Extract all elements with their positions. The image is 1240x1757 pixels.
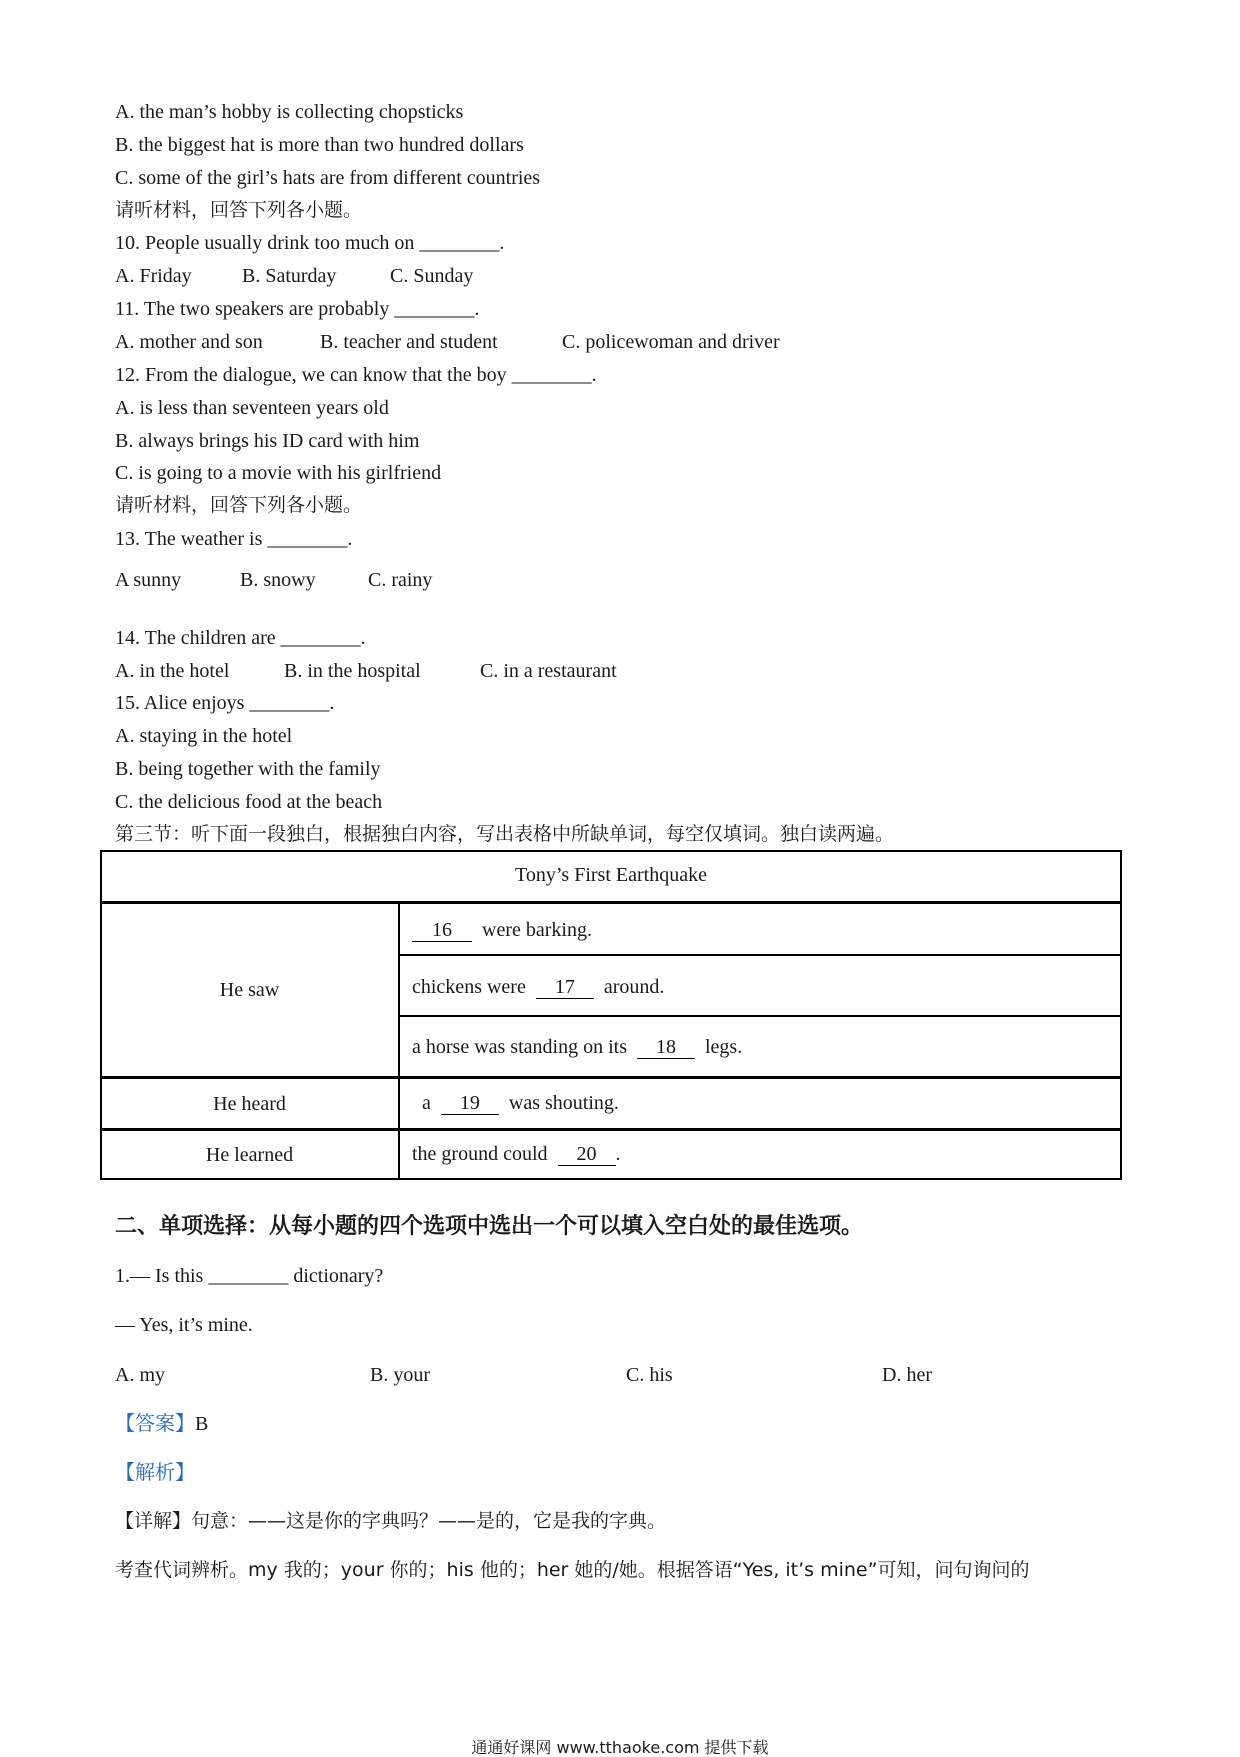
row-20-text-after: . [615, 1143, 621, 1165]
question-14: 14. The children are ________. [115, 627, 366, 649]
q15-option-c: C. the delicious food at the beach [115, 791, 383, 813]
analysis-line [115, 1459, 195, 1486]
detail-text: 句意：——这是你的字典吗？——是的，它是我的字典。 [191, 1510, 667, 1532]
earthquake-table [100, 850, 1122, 1180]
q11-option-a: A. mother and son [115, 331, 263, 353]
q9-option-b: B. the biggest hat is more than two hundred dollars [115, 134, 524, 156]
s2-question-1: 1.— Is this ________ dictionary? [115, 1265, 384, 1287]
row-20 [412, 1141, 621, 1167]
q14-option-a: A. in the hotel [115, 660, 230, 682]
q9-option-c: C. some of the girl’s hats are from different countries [115, 167, 541, 189]
answer-value: B [195, 1413, 209, 1435]
q12-option-c: C. is going to a movie with his girlfriend [115, 462, 442, 484]
label-he-saw: He saw [219, 979, 280, 1001]
row-17-text-before: chickens were [412, 976, 526, 998]
row-19-text-after: was shouting. [508, 1092, 619, 1114]
row-18-text-after: legs. [704, 1036, 743, 1058]
q9-option-a: A. the man’s hobby is collecting chopsticks [115, 101, 464, 123]
detail-label: 【详解】 [115, 1510, 192, 1532]
question-11: 11. The two speakers are probably ________. [115, 298, 480, 320]
q14-option-c: C. in a restaurant [480, 660, 617, 682]
question-12: 12. From the dialogue, we can know that the boy ________. [115, 364, 597, 386]
label-he-learned: He learned [205, 1144, 294, 1166]
q11-option-c: C. policewoman and driver [562, 331, 780, 353]
blank-19: 19 [441, 1092, 499, 1115]
table-title: Tony’s First Earthquake [515, 864, 707, 886]
question-10: 10. People usually drink too much on ________. [115, 232, 505, 254]
s2q1-option-c: C. his [626, 1364, 673, 1386]
row-19 [422, 1090, 619, 1116]
row-16 [412, 917, 592, 943]
page-footer: 通通好课网 www.tthaoke.com 提供下载 [471, 1738, 769, 1757]
blank-18: 18 [637, 1036, 695, 1059]
label-he-heard: He heard [213, 1093, 286, 1115]
question-15: 15. Alice enjoys ________. [115, 692, 335, 714]
instruction-listen-2: 请听材料，回答下列各小题。 [115, 494, 363, 516]
q15-option-b: B. being together with the family [115, 758, 381, 780]
q10-option-a: A. Friday [115, 265, 192, 287]
row-18 [412, 1034, 742, 1060]
q13-option-a: A sunny [115, 569, 182, 591]
s2q1-option-b: B. your [370, 1364, 430, 1386]
q12-option-a: A. is less than seventeen years old [115, 397, 389, 419]
q14-option-b: B. in the hospital [284, 660, 421, 682]
answer-label: 【答案】 [115, 1411, 195, 1435]
instruction-listen-1: 请听材料，回答下列各小题。 [115, 199, 363, 221]
detail-line [115, 1508, 666, 1534]
section3-instruction: 第三节：听下面一段独白，根据独白内容，写出表格中所缺单词，每空仅填词。独白读两遍。 [115, 823, 895, 845]
row-18-text-before: a horse was standing on its [412, 1036, 627, 1058]
analysis-label: 【解析】 [115, 1460, 195, 1484]
answer-line [115, 1410, 208, 1437]
s2q1-option-d: D. her [882, 1364, 932, 1386]
blank-17: 17 [536, 976, 594, 999]
row-19-text-before: a [422, 1092, 431, 1114]
question-13: 13. The weather is ________. [115, 528, 353, 550]
q10-option-c: C. Sunday [390, 265, 474, 287]
q10-option-b: B. Saturday [242, 265, 337, 287]
q11-option-b: B. teacher and student [320, 331, 498, 353]
s2-question-1-reply: — Yes, it’s mine. [115, 1314, 253, 1336]
row-17 [412, 974, 664, 1000]
row-16-text: were barking. [482, 919, 592, 941]
q15-option-a: A. staying in the hotel [115, 725, 293, 747]
section2-title: 二、单项选择：从每小题的四个选项中选出一个可以填入空白处的最佳选项。 [115, 1214, 864, 1239]
blank-20: 20 [558, 1143, 616, 1166]
row-20-text-before: the ground could [412, 1143, 548, 1165]
blank-16: 16 [412, 919, 472, 942]
row-17-text-after: around. [603, 976, 665, 998]
exam-point-line: 考查代词辨析。my 我的；your 你的；his 他的；her 她的/她。根据答语“Yes, it’s mine”可知，问句询问的 [115, 1559, 1030, 1581]
q13-option-c: C. rainy [368, 569, 433, 591]
q13-option-b: B. snowy [240, 569, 316, 591]
s2q1-option-a: A. my [115, 1364, 165, 1386]
q12-option-b: B. always brings his ID card with him [115, 430, 420, 452]
